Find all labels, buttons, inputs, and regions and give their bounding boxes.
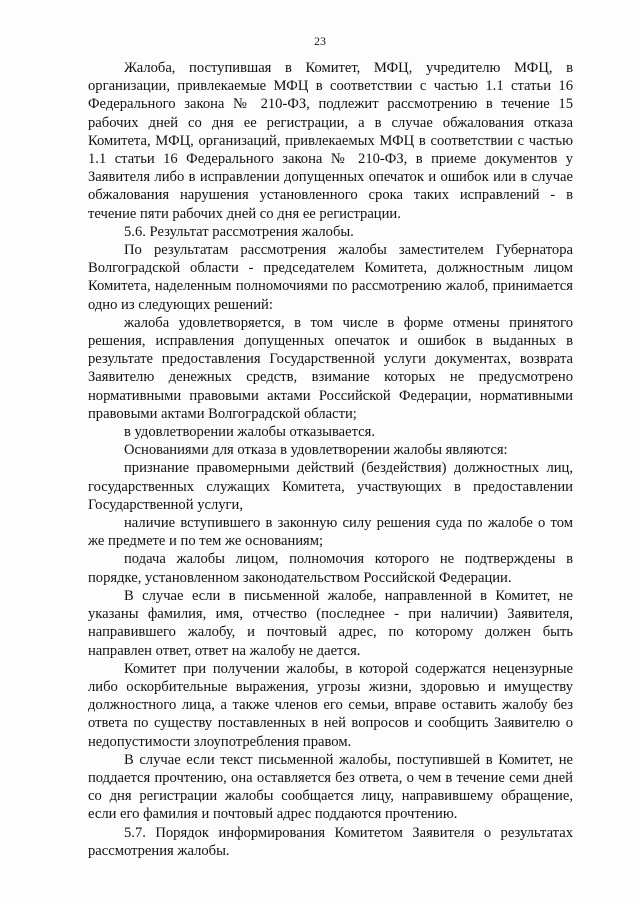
paragraph-complaint-rejected: в удовлетворении жалобы отказывается. <box>124 424 376 441</box>
paragraph-complaint-satisfied: жалоба удовлетворяется, в том числе в форме отмены принятого решения, исправления допущенных опечаток и ошибок в выданных в результате предоставления Государственной услуги документах, возврата Заявителю денежных средств, взимание которых не предусмотрено нормативными правовыми актами Российской Федерации, нормативными правовыми актами Волгоградской области; <box>88 314 573 422</box>
paragraph-complaint-review-terms: Жалоба, поступившая в Комитет, МФЦ, учредителю МФЦ, в организации, привлекаемые МФЦ в соответствии с частью 1.1 статьи 16 Федерального закона № 210-ФЗ, подлежит рассмотрению в течение 15 рабочих дней со дня ее регистрации, а в случае обжалования отказа Комитета, МФЦ, организаций, привлекаемых МФЦ в соответствии с частью 1.1 статьи 16 Федерального закона № 210-ФЗ, в приеме документов у Заявителя либо в исправлении допущенных опечаток и ошибок или в случае обжалования нарушения установленного срока таких исправлений - в течение пяти рабочих дней со дня ее регистрации. <box>88 60 573 222</box>
paragraph-section-5-7-heading: 5.7. Порядок информирования Комитетом Заявителя о результатах рассмотрения жалобы. <box>88 824 573 859</box>
paragraph-ground-lawful-actions: признание правомерными действий (бездействия) должностных лиц, государственных служащих Комитета, участвующих в предоставлении Государственной услуги, <box>88 460 573 513</box>
paragraph-ground-unconfirmed-authority: подача жалобы лицом, полномочия которого не подтверждены в порядке, установленном законодательством Российской Федерации. <box>88 551 573 586</box>
paragraph-ground-court-decision: наличие вступившего в законную силу решения суда по жалобе о том же предмете и по тем же основаниям; <box>88 515 573 550</box>
paragraph-section-5-6-heading: 5.6. Результат рассмотрения жалобы. <box>124 223 354 240</box>
paragraph-rejection-grounds-intro: Основаниями для отказа в удовлетворении жалобы являются: <box>124 442 508 459</box>
paragraph-missing-applicant-details: В случае если в письменной жалобе, направленной в Комитет, не указаны фамилия, имя, отчество (последнее - при наличии) Заявителя, направившего жалобу, и почтовый адрес, по которому должен быть направлен ответ, ответ на жалобу не дается. <box>88 587 573 659</box>
document-body <box>88 59 573 860</box>
paragraph-review-decisions-intro: По результатам рассмотрения жалобы заместителем Губернатора Волгоградской области - председателем Комитета, должностным лицом Комитета, наделенным полномочиями по рассмотрению жалоб, принимается одно из следующих решений: <box>88 242 573 313</box>
paragraph-unreadable-complaint: В случае если текст письменной жалобы, поступившей в Комитет, не поддается прочтению, она оставляется без ответа, о чем в течение семи дней со дня регистрации жалобы сообщается лицу, направившему обращение, если его фамилия и почтовый адрес поддаются прочтению. <box>88 751 573 823</box>
page-number: 23 <box>314 34 326 48</box>
paragraph-offensive-complaint: Комитет при получении жалобы, в которой содержатся нецензурные либо оскорбительные выражения, угрозы жизни, здоровью и имуществу должностного лица, а также членов его семьи, вправе оставить жалобу без ответа по существу поставленных в ней вопросов и сообщить Заявителю о недопустимости злоупотребления правом. <box>88 660 573 750</box>
